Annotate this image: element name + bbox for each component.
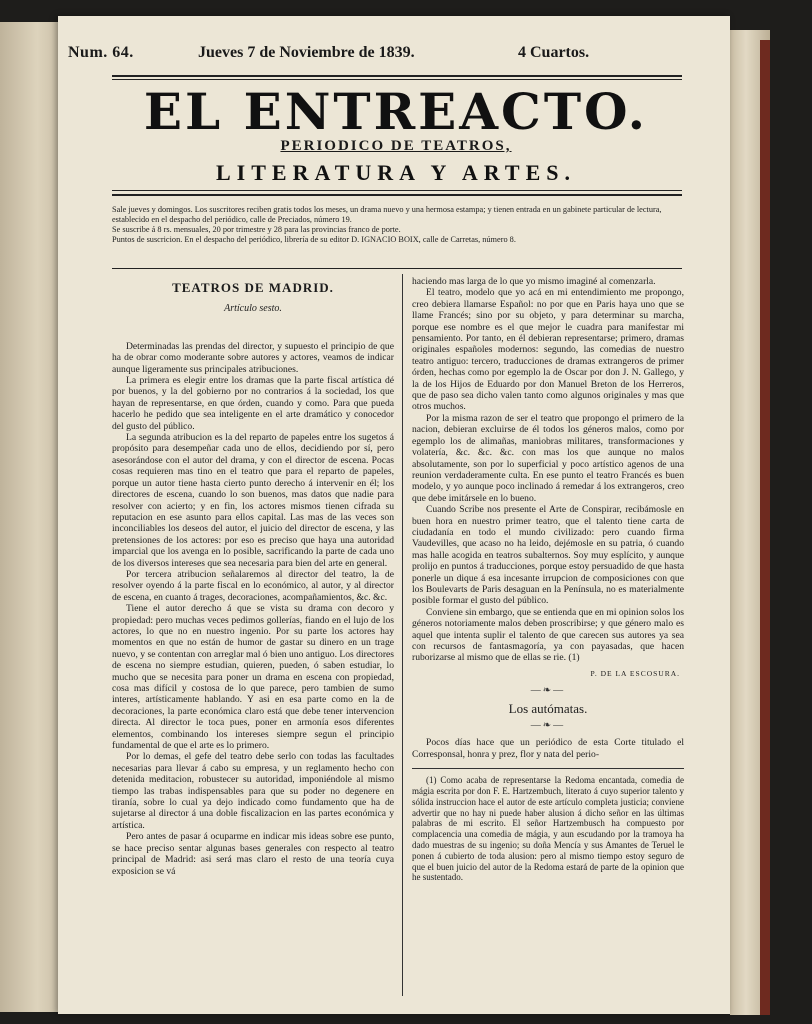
left-column	[112, 276, 394, 877]
issue-info-bar	[58, 30, 608, 60]
masthead-rule-top-thin	[112, 79, 682, 80]
subscription-notice	[112, 205, 682, 245]
section-subtitle: Artículo sesto.	[224, 303, 282, 315]
masthead-rule-bottom	[112, 194, 682, 196]
body-rule	[112, 268, 682, 269]
paragraph: Cuando Scribe nos presente el Arte de Conspirar, recibámosle en buen hora en nuestro primer teatro, que el talento tiene carta de ciudadanía en todo el mundo civilizado: pero cuando firma Vaudevilles, que acaso no ha leido, dejémosle en su patria, ó cuando mas halle acogida en teatros subalternos. Soy muy esplícito, y aunque prolijo en puntos á traducciones, porque estoy persuadido de que hasta ponerle un dique á esa incesante irrupcion de composiciones con que los Boulevarts de Paris desaguan en la Península, no es materialmente posible formar el gusto del público.	[412, 504, 684, 607]
author-signature: P. DE LA ESCOSURA.	[590, 668, 680, 678]
column-divider	[402, 274, 403, 996]
paragraph: El teatro, modelo que yo acá en mi entendimiento me propongo, creo debiera llamarse Español: no por que en Paris haya uno que se llame Francés; sino por su objeto, y para determinar su marcha, porque ese nombre es el que mejor le cuadra para manifestar mi pensamiento. Por tanto, en él debieran representarse; primero, dramas originales españoles modernos: segundo, las comedias de nuestro teatro antiguo: tercero, traducciones de dramas extrangeros de primer órden, hechas como por egemplo la de Oscar por don J. N. Gallego, y la de los Hijos de Eduardo por don Manuel Breton de los Herreros, que de paso sea dicho valen tanto como algunos originales y mas que otros muchos.	[412, 287, 684, 413]
paragraph: Por tercera atribucion señalaremos al director del teatro, la de resolver oyendo á la parte fiscal en lo económico, al autor, y al director de escena, en cuanto á trages, decoraciones, acompañamientos, &c. &c.	[112, 568, 394, 603]
notice-line: Se suscribe á 8 rs. mensuales, 20 por trimestre y 28 para las provincias franco de porte.	[112, 225, 401, 234]
newspaper-subtitle-line2: LITERATURA Y ARTES.	[216, 160, 576, 185]
paragraph: Por lo demas, el gefe del teatro debe serlo con todas las facultades necesarias para llevar á cabo su empresa, y un reglamento hecho con detenida meditacion, robustecer su autoridad, imponiéndole al mismo tiempo las trabas indispensables para que su poder no degenere en tiranía, sobre lo cual ya dejo indicado como fundamento que ha de sujetarse al director á una doble fiscalizacion en las partes económica y artística.	[112, 751, 394, 831]
footnote-rule	[412, 768, 684, 769]
notice-line: Sale jueves y domingos. Los suscritores reciben gratis todos los meses, un drama nuevo y una hermosa estampa; y tienen entrada en un gabinete particular de lectura, establecido en el despacho del periódico, calle de Preciados, número 19.	[112, 205, 662, 224]
newspaper-title: EL ENTREACTO.	[143, 82, 649, 141]
paragraph: Pero antes de pasar á ocuparme en indicar mis ideas sobre ese punto, se hace preciso sentar algunas bases generales con respecto al teatro principal de Madrid: asi será mas claro el resto de una teoría cuya exposicion se vá	[112, 831, 394, 877]
issue-price: 4 Cuartos.	[518, 44, 590, 61]
paragraph: Conviene sin embargo, que se entienda que en mi opinion solos los géneros notoriamente malos deben proscribirse; y que género malo es aquel que intenta suplir el talento de que carecen sus autores ya sea con recursos de fantasmagoría, ya con payasadas, que hacen ruborizarse al mismo que de ellas se rie. (1)	[412, 606, 684, 664]
section-title: TEATROS DE MADRID.	[172, 280, 334, 295]
paragraph: Determinadas las prendas del director, y supuesto el principio de que ha de obrar como moderante sobre autores y actores, veamos de indicar aunque ligeramente sus principales atribuciones.	[112, 340, 394, 375]
newspaper-subtitle-line1: PERIODICO DE TEATROS,	[280, 138, 512, 154]
footnote	[412, 775, 684, 883]
paragraph: haciendo mas larga de lo que yo mismo imaginé al comenzarla.	[412, 276, 656, 287]
paragraph: Tiene el autor derecho á que se vista su drama con decoro y propiedad: pero muchas veces pedimos gollerías, fiando en el lujo de los actores, lo que no en nuestro ingenio. Por su parte los actores hay momentos en que no están de humor de gastar su dinero en un trage nuevo, y se contentan con arreglar mal ó bien uno antiguo. Los directores de escena no siempre estudian, quieren, pueden, ó saben estudiar, lo mucho que se necesita para poner un drama en escena con propiedad, cosa mas difícil y costosa de lo que parece, pero tambien de sumo interes, artísticamente hablando. Y asi en esa parte como en la de decoraciones, la parte económica claro está que debe tener intervencion directa. Al director le toca pues, poner en armonía esos diferentes elementos, combinando los intereses siempre segun el principio fundamental de que el arte es lo primero.	[112, 603, 394, 752]
notice-line: Puntos de suscricion. En el despacho del periódico, librería de su editor D. IGNACIO BOIX, calle de Carretas, número 8.	[112, 235, 516, 244]
paragraph: La primera es elegir entre los dramas que la parte fiscal artística dé por buenos, y la del gobierno por no contrarios á la sociedad, los que hayan de representarse, en que órden, cuando y como. Para que pueda hacerlo he pedido que sea inteligente en el arte dramático y conocedor del gusto del público.	[112, 375, 394, 432]
footnote-text: (1) Como acaba de representarse la Redoma encantada, comedia de mágia escrita por don F. E. Hartzembuch, literato á cuyo superior talento y sólida instruccion hace el autor de este artículo completa justicia; conviene advertir que no hay ni puede haber alusion á dicho señor en las últimas palabras de mi escrito. El señor Hartzembusch ha compuesto por complacencia una comedia de mágia, y aun escudando por la tramoya ha dado muestras de su ingenio; su doña Mencía y sus Amantes de Teruel le ponen á cubierto de toda alusion: pero al mismo tiempo estoy seguro de que el buen juicio del autor de la Redoma estará de parte de la opinion que he sustentado.	[412, 775, 684, 883]
ornament-divider: —❧—	[530, 720, 566, 732]
masthead-rule-bottom-thin	[112, 190, 682, 191]
paragraph: Pocos días hace que un periódico de esta Corte titulado el Corresponsal, honra y prez, flor y nata del perio-	[412, 737, 684, 760]
masthead-rule-top	[112, 75, 682, 77]
book-left-edge	[0, 22, 62, 1012]
issue-number: Num. 64.	[68, 44, 134, 61]
book-cover-edge	[760, 40, 770, 1015]
paragraph: La segunda atribucion es la del reparto de papeles entre los sugetos á propósito para desempeñar cada uno de ellos, decidiendo por sí, pero asesorándose con el autor del drama, y con el director de escena. Pocas cosas requieren mas tino en el teatro que para el reparto de papeles, porque un autor tiene hasta cierto punto derecho á intervenir en él; los directores de escena, cuando lo son buenos, mas datos que nadie para resolver con acierto; y en fin, los actores mismos tienen cifrada su reputacion en ese asunto para ellos capital. Las mas de las veces son inconciliables los deseos del autor, el juicio del director de escena, y las pretensiones de los actores: por eso es preciso que haya una autoridad imparcial que los avenga en lo posible, sacrificando la parte de cada uno de los diversos intereses que sea necesaria para bien del arte en general.	[112, 432, 394, 569]
ornament-divider: —❧—	[530, 685, 566, 697]
right-column	[412, 276, 684, 883]
issue-date: Jueves 7 de Noviembre de 1839.	[198, 44, 415, 61]
paragraph: Por la misma razon de ser el teatro que propongo el primero de la nacion, debieran excluirse de él todos los géneros malos, como por egemplo los de alimañas, maniobras militares, transformaciones y volatería, &c. &c. &c. con mas los que aunque no malos absolutamente, son por lo superficial y poco artístico agenos de una reunion verdaderamente culta. En ese punto el teatro Francés es buen modelo, y yo aunque poco inclinado á remedar á los extrangeros, creo que debe imitársele en lo bueno.	[412, 412, 684, 504]
section-title: Los autómatas.	[508, 700, 588, 716]
